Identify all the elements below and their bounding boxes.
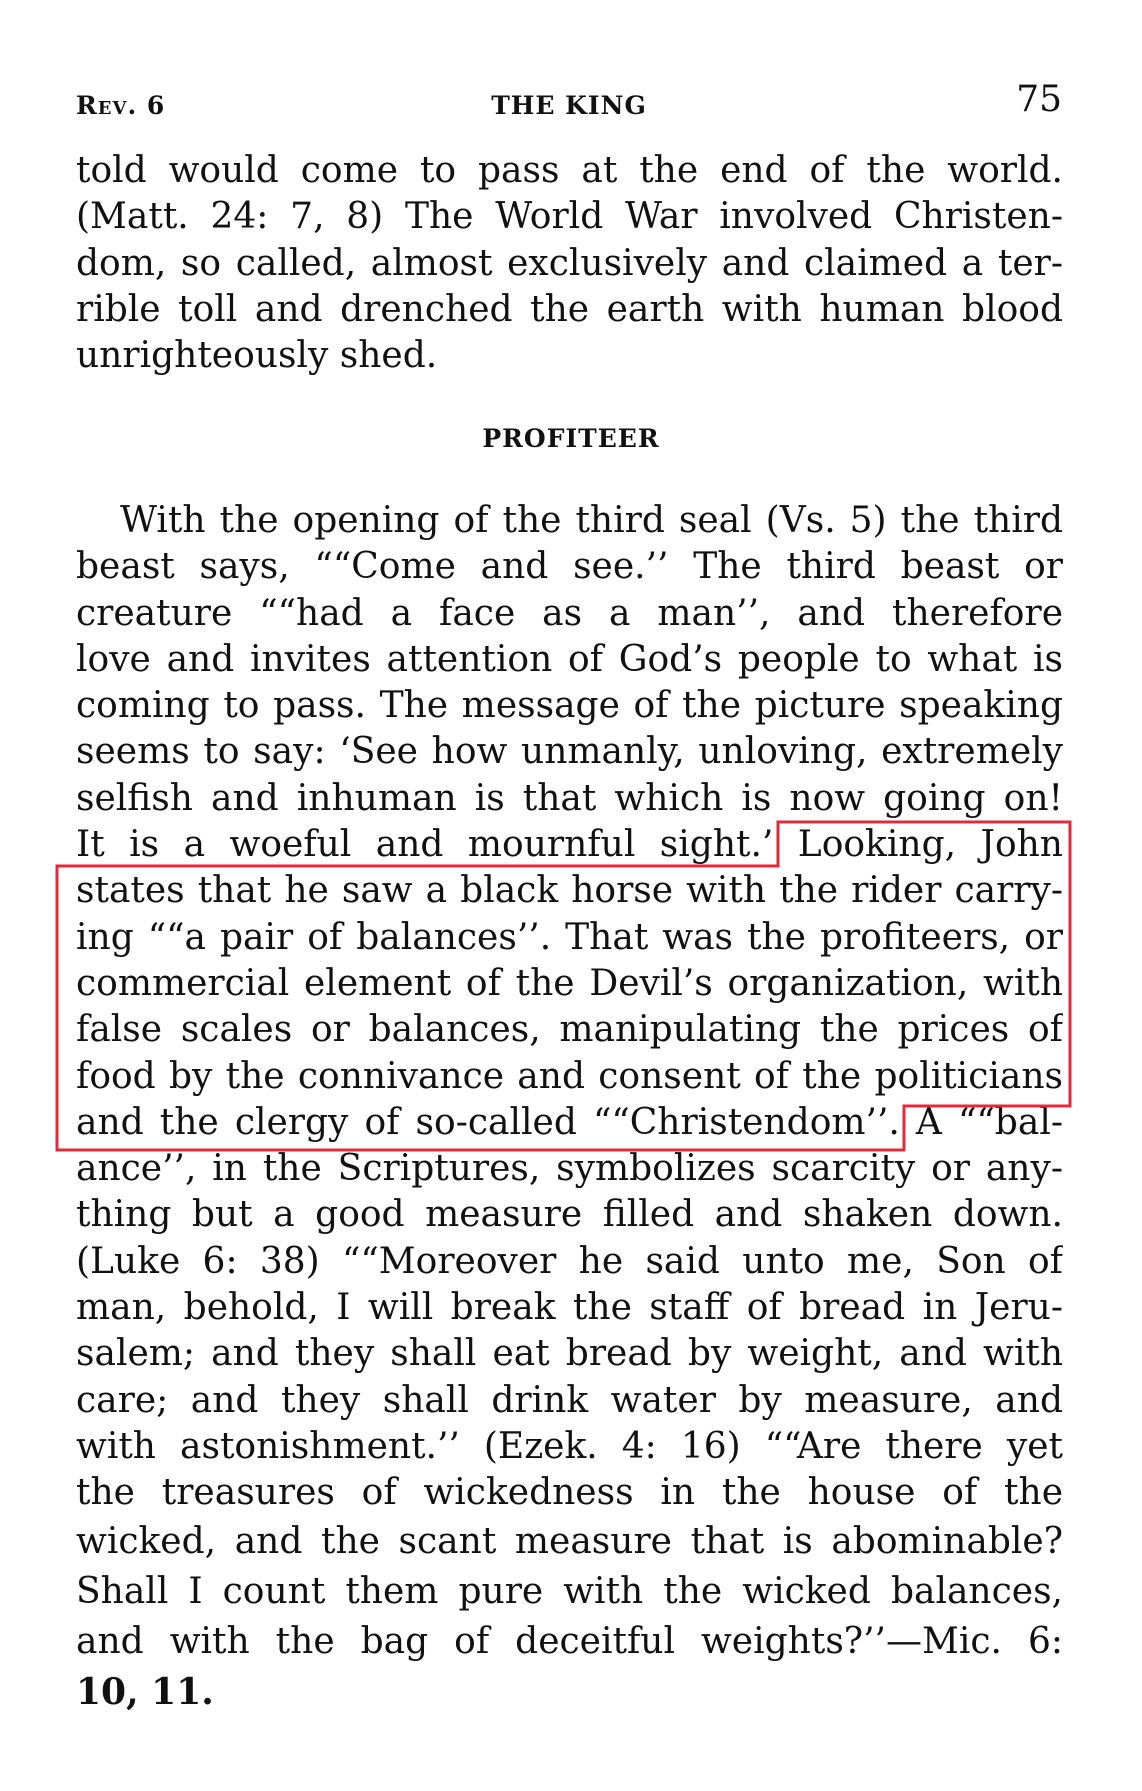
text-line: wicked, and the scant measure that is abominable? xyxy=(76,1520,1063,1562)
text-line: care; and they shall drink water by measure, and xyxy=(76,1379,1063,1421)
paragraph-profiteer xyxy=(76,498,1063,1717)
text-line: states that he saw a black horse with the rider carry- xyxy=(76,870,1063,912)
text-line: salem; and they shall eat bread by weight, and with xyxy=(76,1333,1063,1375)
text-line: man, behold, I will break the staff of bread in Jeru- xyxy=(76,1287,1063,1329)
text-line: ing ““a pair of balances’’. That was the profiteers, or xyxy=(76,916,1063,958)
text-line: told would come to pass at the end of the world. xyxy=(76,150,1063,191)
running-header xyxy=(76,66,1062,120)
text-line: beast says, ““Come and see.’’ The third beast or xyxy=(76,546,1063,588)
text-line: Shall I count them pure with the wicked balances, xyxy=(76,1570,1063,1612)
text-line: With the opening of the third seal (Vs. 5) the third xyxy=(120,500,1063,541)
text-line: thing but a good measure filled and shaken down. xyxy=(76,1194,1063,1236)
text-line: dom, so called, almost exclusively and claimed a ter- xyxy=(76,242,1063,284)
text-line: 10, 11. xyxy=(76,1670,214,1713)
text-line: the treasures of wickedness in the house of the xyxy=(76,1472,1063,1514)
text-line: love and invites attention of God’s people to what is xyxy=(76,638,1063,680)
text-line: and the clergy of so-called ““Christendom’’. A ““bal- xyxy=(76,1101,1063,1143)
text-line: rible toll and drenched the earth with human blood xyxy=(76,288,1063,330)
text-line: seems to say: ‘See how unmanly, unloving, extremely xyxy=(76,731,1063,773)
text-line: with astonishment.’’ (Ezek. 4: 16) ““Are there yet xyxy=(76,1425,1063,1467)
chapter-reference: Rev. 6 xyxy=(76,91,166,120)
text-line: It is a woeful and mournful sight.’ Looking, John xyxy=(76,824,1063,866)
text-line: ance’’, in the Scriptures, symbolizes scarcity or any- xyxy=(76,1148,1063,1190)
text-line: selfish and inhuman is that which is now going on! xyxy=(76,777,1063,819)
text-line: coming to pass. The message of the picture speaking xyxy=(76,685,1063,727)
paragraph-continuation xyxy=(76,148,1063,379)
text-line: commercial element of the Devil’s organization, with xyxy=(76,962,1063,1004)
text-line: false scales or balances, manipulating the prices of xyxy=(76,1009,1063,1051)
page-number: 75 xyxy=(1016,79,1062,120)
text-line: creature ““had a face as a man’’, and therefore xyxy=(76,592,1063,634)
text-line: (Luke 6: 38) ““Moreover he said unto me, Son of xyxy=(76,1240,1063,1282)
running-title: THE KING xyxy=(491,91,647,120)
text-line: and with the bag of deceitful weights?’’—Mic. 6: xyxy=(76,1620,1063,1662)
text-line: food by the connivance and consent of the politicians xyxy=(76,1055,1063,1097)
section-heading: PROFITEER xyxy=(482,424,660,453)
text-line: unrighteously shed. xyxy=(76,335,438,377)
text-line: (Matt. 24: 7, 8) The World War involved Christen- xyxy=(76,196,1063,238)
